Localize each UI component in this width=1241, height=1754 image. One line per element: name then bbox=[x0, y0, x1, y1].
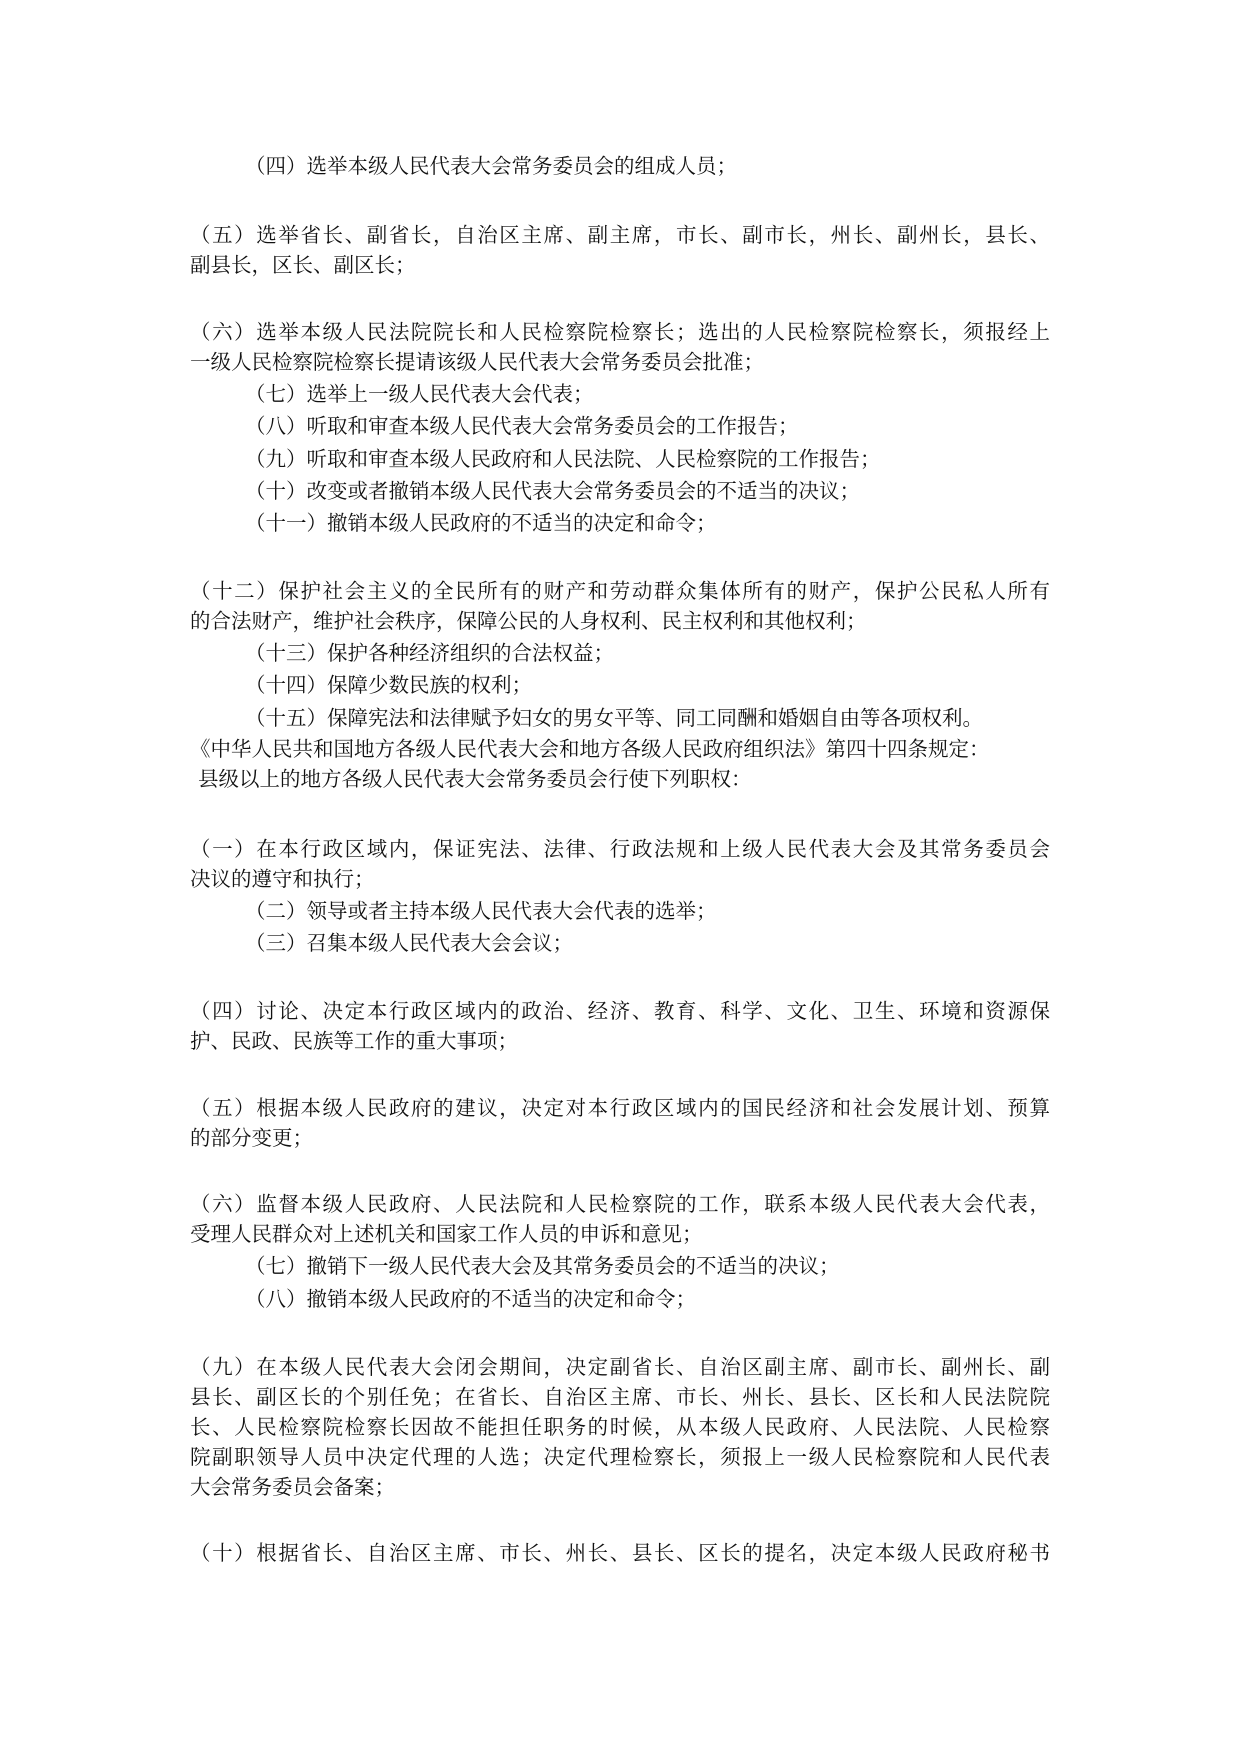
text-line: 县长、副区长的个别任免；在省长、自治区主席、市长、州长、县长、区长和人民法院院 bbox=[190, 1385, 1050, 1409]
text-line: 《中华人民共和国地方各级人民代表大会和地方各级人民政府组织法》第四十四条规定： bbox=[190, 737, 990, 761]
text-line: （六）选举本级人民法院院长和人民检察院检察长；选出的人民检察院检察长，须报经上 bbox=[190, 320, 1050, 344]
text-line: 长、人民检察院检察长因故不能担任职务的时候，从本级人民政府、人民法院、人民检察 bbox=[190, 1415, 1050, 1439]
text-line: 大会常务委员会备案； bbox=[190, 1475, 395, 1499]
text-line: （四）讨论、决定本行政区域内的政治、经济、教育、科学、文化、卫生、环境和资源保 bbox=[190, 999, 1050, 1023]
text-line: （九）听取和审查本级人民政府和人民法院、人民检察院的工作报告； bbox=[245, 447, 881, 471]
text-line: 县级以上的地方各级人民代表大会常务委员会行使下列职权： bbox=[198, 767, 752, 791]
text-line: （十四）保障少数民族的权利； bbox=[245, 673, 532, 697]
text-line: （三）召集本级人民代表大会会议； bbox=[245, 931, 573, 955]
text-line: （十二）保护社会主义的全民所有的财产和劳动群众集体所有的财产，保护公民私人所有 bbox=[190, 579, 1050, 603]
text-line: （七）撤销下一级人民代表大会及其常务委员会的不适当的决议； bbox=[245, 1254, 840, 1278]
text-line: （十一）撤销本级人民政府的不适当的决定和命令； bbox=[245, 511, 717, 535]
text-line: 院副职领导人员中决定代理的人选；决定代理检察长，须报上一级人民检察院和人民代表 bbox=[190, 1445, 1050, 1469]
text-line: 决议的遵守和执行； bbox=[190, 867, 375, 891]
text-line: （八）撤销本级人民政府的不适当的决定和命令； bbox=[245, 1287, 696, 1311]
text-line: （十五）保障宪法和法律赋予妇女的男女平等、同工同酬和婚姻自由等各项权利。 bbox=[245, 706, 983, 730]
text-line: （十）改变或者撤销本级人民代表大会常务委员会的不适当的决议； bbox=[245, 479, 860, 503]
text-line: （七）选举上一级人民代表大会代表； bbox=[245, 382, 594, 406]
text-line: 受理人民群众对上述机关和国家工作人员的申诉和意见； bbox=[190, 1222, 703, 1246]
text-line: （十三）保护各种经济组织的合法权益； bbox=[245, 641, 614, 665]
text-line: 的合法财产，维护社会秩序，保障公民的人身权利、民主权利和其他权利； bbox=[190, 609, 867, 633]
text-line: （一）在本行政区域内，保证宪法、法律、行政法规和上级人民代表大会及其常务委员会 bbox=[190, 837, 1050, 861]
text-line: 的部分变更； bbox=[190, 1126, 313, 1150]
text-line: 护、民政、民族等工作的重大事项； bbox=[190, 1029, 518, 1053]
text-line: 副县长，区长、副区长； bbox=[190, 253, 416, 277]
text-line: （四）选举本级人民代表大会常务委员会的组成人员； bbox=[245, 154, 737, 178]
text-line: （二）领导或者主持本级人民代表大会代表的选举； bbox=[245, 899, 717, 923]
text-line: （八）听取和审查本级人民代表大会常务委员会的工作报告； bbox=[245, 414, 799, 438]
text-line: （十）根据省长、自治区主席、市长、州长、县长、区长的提名，决定本级人民政府秘书 bbox=[190, 1541, 1050, 1565]
text-line: （五）根据本级人民政府的建议，决定对本行政区域内的国民经济和社会发展计划、预算 bbox=[190, 1096, 1050, 1120]
text-line: （六）监督本级人民政府、人民法院和人民检察院的工作，联系本级人民代表大会代表， bbox=[190, 1192, 1050, 1216]
text-line: 一级人民检察院检察长提请该级人民代表大会常务委员会批准； bbox=[190, 350, 764, 374]
text-line: （五）选举省长、副省长，自治区主席、副主席，市长、副市长，州长、副州长，县长、 bbox=[190, 223, 1050, 247]
text-line: （九）在本级人民代表大会闭会期间，决定副省长、自治区副主席、副市长、副州长、副 bbox=[190, 1355, 1050, 1379]
